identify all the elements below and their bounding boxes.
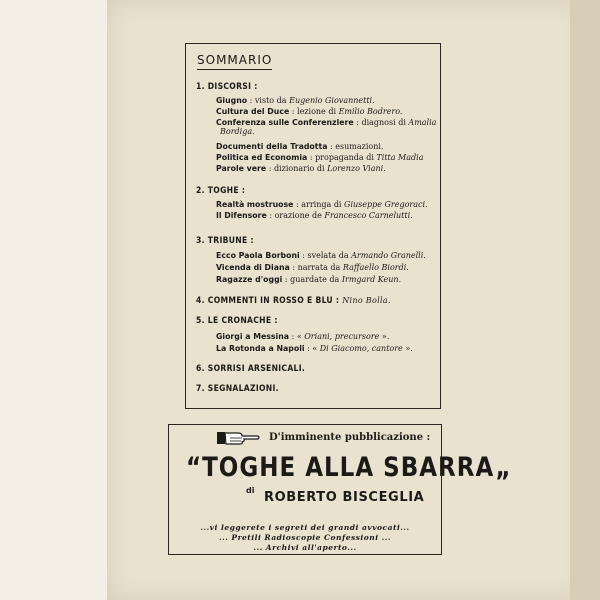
section-heading: 2. TOGHE :	[196, 186, 246, 196]
by-label: di	[246, 486, 255, 495]
pointing-hand-icon	[216, 430, 260, 446]
toc-entry: Realtà mostruose : arringa di Giuseppe Gregoraci.	[216, 200, 428, 209]
author-name: ROBERTO BISCEGLIA	[264, 490, 425, 505]
book-title: “TOGHE ALLA SBARRA„	[186, 453, 512, 483]
section-heading: 6. SORRISI ARSENICALI.	[196, 364, 306, 374]
page-edge	[570, 0, 600, 600]
toc-entry: Parole vere : dizionario di Lorenzo Viani.	[216, 164, 386, 173]
toc-title: SOMMARIO	[197, 53, 272, 70]
toc-entry: Ecco Paola Borboni : svelata da Armando Granelli.	[216, 251, 426, 260]
ad-tagline: ... Archivi all'aperto...	[253, 543, 357, 552]
toc-entry: Cultura del Duce : lezione di Emilio Bodrero.	[216, 107, 403, 116]
ad-tagline: ... Pretili Radioscopie Confessioni ...	[218, 533, 392, 542]
toc-entry: Il Difensore : orazione de Francesco Carnelutti.	[216, 211, 413, 220]
toc-entry: Politica ed Economia : propaganda di Titta Madia	[216, 153, 424, 162]
toc-entry: Giugno : visto da Eugenio Giovannetti.	[216, 96, 375, 105]
toc-entry: Conferenza sulle Conferenzlere : diagnosi di Amalia Bordiga.	[216, 118, 437, 136]
toc-entry: Ragazze d'oggi : guardate da Irmgard Keun.	[216, 275, 402, 284]
section-heading: 5. LE CRONACHE :	[196, 316, 278, 326]
ad-tagline: ...vi leggerete i segreti dei grandi avvocati...	[200, 523, 410, 532]
toc-entry: Documenti della Tradotta : esumazioni.	[216, 142, 384, 151]
toc-entry: Giorgi a Messina : « Oriani, precursore ».	[216, 332, 390, 341]
section-heading: 7. SEGNALAZIONI.	[196, 384, 279, 394]
section-heading: 1. DISCORSI :	[196, 82, 258, 92]
upcoming-publication-label: D'imminente pubblicazione :	[269, 432, 431, 443]
section-heading: 4. COMMENTI IN ROSSO E BLU : Nino Bolla.	[196, 296, 391, 306]
toc-entry: La Rotonda a Napoli : « Di Giacomo, cantore ».	[216, 344, 413, 353]
toc-entry: Vicenda di Diana : narrata da Raffaello Biordi.	[216, 263, 409, 272]
section-heading: 3. TRIBUNE :	[196, 236, 254, 246]
